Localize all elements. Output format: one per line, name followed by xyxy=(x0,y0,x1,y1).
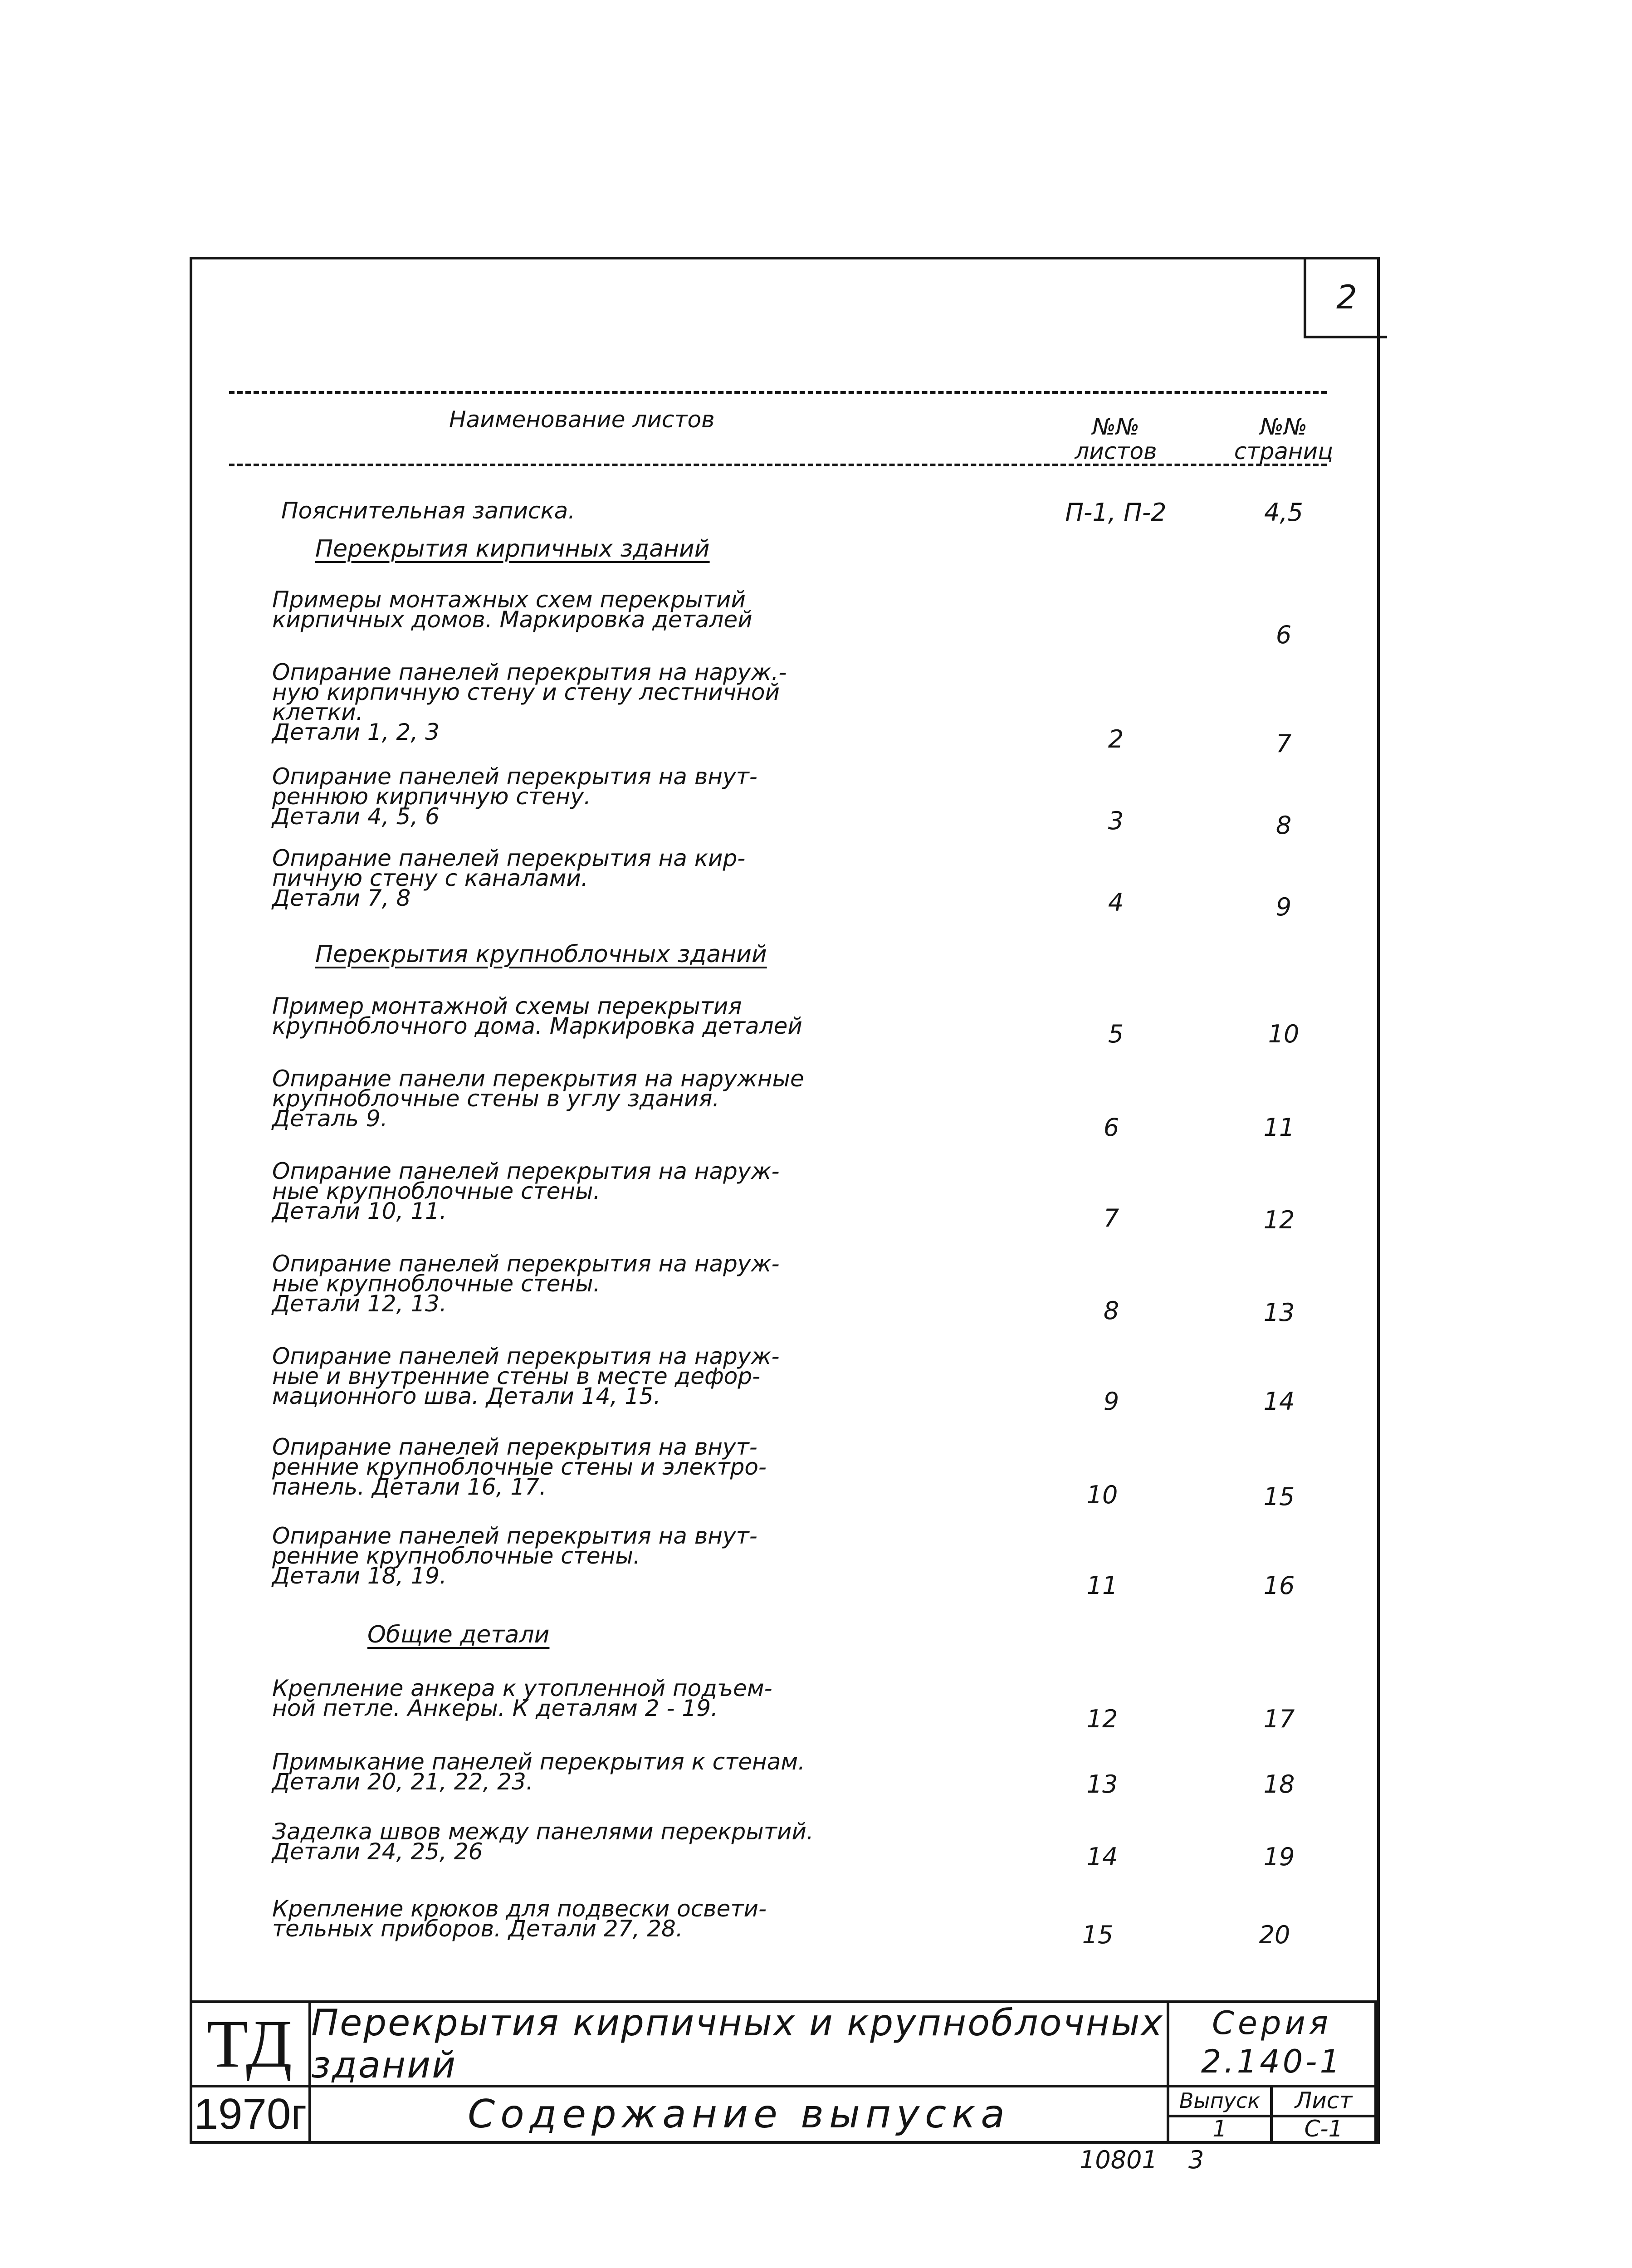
entry-page: 19 xyxy=(1263,1843,1295,1871)
entry-line: Детали 1, 2, 3 xyxy=(272,719,440,745)
entry-line: ренние крупноблочные стены. xyxy=(272,1543,640,1569)
entry-page: 8 xyxy=(1275,811,1292,840)
entry-line: ные и внутренние стены в месте дефор- xyxy=(272,1363,761,1389)
entry-line: Опирание панелей перекрытия на наруж.- xyxy=(272,659,787,685)
entry-line: Примеры монтажных схем перекрытий xyxy=(272,587,746,613)
entry-page: 16 xyxy=(1263,1571,1295,1600)
entry-sheet: 10 xyxy=(1086,1481,1118,1509)
toc-entry xyxy=(272,1434,916,1500)
entry-line: панель. Детали 16, 17. xyxy=(272,1474,547,1500)
intro-pages: 4,5 xyxy=(1264,498,1303,527)
entry-sheet: 15 xyxy=(1082,1921,1114,1949)
entry-line: мационного шва. Детали 14, 15. xyxy=(272,1383,661,1409)
entry-sheet: 8 xyxy=(1103,1296,1119,1325)
entry-line: ные крупноблочные стены. xyxy=(272,1271,601,1297)
column-header-name: Наименование листов xyxy=(449,406,715,433)
entry-line: крупноблочные стены в углу здания. xyxy=(272,1085,720,1112)
entry-line: Опирание панелей перекрытия на наруж- xyxy=(272,1251,780,1277)
entry-line: Опирание панелей перекрытия на внут- xyxy=(272,1523,757,1549)
entry-page: 12 xyxy=(1263,1206,1295,1234)
series-label: Серия xyxy=(1212,2004,1332,2042)
toc-entry xyxy=(272,763,916,830)
entry-line: Деталь 9. xyxy=(272,1105,388,1132)
entry-line: Опирание панелей перекрытия на наруж- xyxy=(272,1158,780,1184)
entry-page: 14 xyxy=(1263,1387,1295,1416)
toc-entry xyxy=(272,1818,916,1865)
entry-page: 6 xyxy=(1275,621,1292,649)
entry-line: Опирание панелей перекрытия на внут- xyxy=(272,763,757,790)
entry-page: 15 xyxy=(1263,1482,1295,1511)
entry-sheet: 11 xyxy=(1086,1571,1118,1600)
toc-entry xyxy=(272,1523,916,1589)
entry-line: Опирание панели перекрытия на наружные xyxy=(272,1066,804,1092)
entry-line: Крепление анкера к утопленной подъем- xyxy=(272,1675,772,1701)
org-mark: ТД xyxy=(206,2006,294,2082)
entry-sheet: 12 xyxy=(1086,1705,1118,1733)
toc-entry xyxy=(272,587,916,633)
column-header-sheets-num: №№ xyxy=(1092,414,1139,440)
entry-sheet: 6 xyxy=(1103,1113,1119,1142)
entry-line: Крепление крюков для подвески освети- xyxy=(272,1896,767,1922)
entry-line: тельных приборов. Детали 27, 28. xyxy=(272,1916,683,1942)
entry-line: клетки. xyxy=(272,699,363,725)
sheet-value: С-1 xyxy=(1304,2116,1343,2142)
entry-page: 7 xyxy=(1275,729,1292,758)
issue-label: Выпуск xyxy=(1179,2088,1261,2113)
entry-line: ренние крупноблочные стены и электро- xyxy=(272,1454,767,1480)
column-header-sheets: листов xyxy=(1075,438,1157,464)
entry-sheet: 4 xyxy=(1108,888,1124,917)
page-number-box: 2 xyxy=(1304,259,1387,338)
entry-line: Примыкание панелей перекрытия к стенам. xyxy=(272,1749,805,1775)
header-dashed-line-top xyxy=(229,391,1327,394)
toc-entry xyxy=(272,993,916,1039)
entry-sheet: 9 xyxy=(1103,1387,1119,1416)
entry-line: реннюю кирпичную стену. xyxy=(272,783,591,810)
entry-line: Детали 10, 11. xyxy=(272,1198,447,1224)
toc-entry xyxy=(272,845,916,911)
entry-page: 13 xyxy=(1263,1298,1295,1327)
entry-line: Пример монтажной схемы перекрытия xyxy=(272,993,742,1019)
entry-page: 11 xyxy=(1263,1113,1295,1142)
section-title-common: Общие детали xyxy=(367,1621,550,1648)
column-header-pages: страниц xyxy=(1234,438,1334,464)
toc-entry xyxy=(272,1896,916,1942)
issue-value: 1 xyxy=(1212,2116,1227,2142)
toc-entry xyxy=(272,1749,916,1795)
entry-page: 20 xyxy=(1259,1921,1290,1949)
entry-line: Детали 12, 13. xyxy=(272,1290,447,1317)
entry-line: Детали 18, 19. xyxy=(272,1563,447,1589)
entry-line: Детали 4, 5, 6 xyxy=(272,803,440,830)
section-title-brick: Перекрытия кирпичных зданий xyxy=(315,535,710,562)
series-value: 2.140-1 xyxy=(1201,2043,1343,2080)
entry-line: ной петле. Анкеры. К деталям 2 - 19. xyxy=(272,1695,718,1721)
entry-sheet: 14 xyxy=(1086,1843,1118,1871)
entry-sheet: 13 xyxy=(1086,1770,1118,1799)
section-title-block: Перекрытия крупноблочных зданий xyxy=(315,941,767,968)
year-label: 1970г xyxy=(194,2090,307,2138)
entry-page: 10 xyxy=(1268,1020,1300,1048)
column-header-pages-num: №№ xyxy=(1260,414,1307,440)
toc-entry xyxy=(272,1343,916,1409)
toc-entry xyxy=(272,659,916,745)
entry-line: Опирание панелей перекрытия на наруж- xyxy=(272,1343,780,1369)
entry-line: Детали 20, 21, 22, 23. xyxy=(272,1769,533,1795)
entry-line: Детали 7, 8 xyxy=(272,885,411,911)
document-subtitle: Содержание выпуска xyxy=(468,2092,1010,2137)
footer-page-number: 3 xyxy=(1188,2146,1204,2174)
entry-sheet: 7 xyxy=(1103,1204,1119,1232)
entry-line: ную кирпичную стену и стену лестничной xyxy=(272,679,780,705)
intro-title: Пояснительная записка. xyxy=(281,498,576,524)
entry-line: крупноблочного дома. Маркировка деталей xyxy=(272,1013,802,1039)
entry-page: 17 xyxy=(1263,1705,1295,1733)
toc-entry xyxy=(272,1066,916,1132)
toc-entry xyxy=(272,1158,916,1224)
entry-sheet: 2 xyxy=(1108,725,1124,753)
toc-entry xyxy=(272,1675,916,1721)
sheet-label: Лист xyxy=(1295,2087,1353,2114)
toc-entry xyxy=(272,1251,916,1317)
entry-line: пичную стену с каналами. xyxy=(272,865,588,891)
inventory-number: 10801 xyxy=(1080,2146,1158,2174)
entry-line: Детали 24, 25, 26 xyxy=(272,1838,483,1865)
entry-page: 9 xyxy=(1275,893,1292,921)
entry-line: ные крупноблочные стены. xyxy=(272,1178,601,1204)
entry-line: кирпичных домов. Маркировка деталей xyxy=(272,606,752,633)
header-dashed-line-bottom xyxy=(229,464,1327,466)
document-title: Перекрытия кирпичных и крупноблочных зданий xyxy=(311,2002,1164,2086)
entry-sheet: 5 xyxy=(1108,1020,1124,1048)
intro-sheets: П-1, П-2 xyxy=(1065,498,1167,527)
entry-line: Опирание панелей перекрытия на кир- xyxy=(272,845,746,871)
entry-sheet: 3 xyxy=(1108,807,1124,835)
entry-line: Заделка швов между панелями перекрытий. xyxy=(272,1818,814,1845)
entry-page: 18 xyxy=(1263,1770,1295,1799)
entry-line: Опирание панелей перекрытия на внут- xyxy=(272,1434,757,1460)
